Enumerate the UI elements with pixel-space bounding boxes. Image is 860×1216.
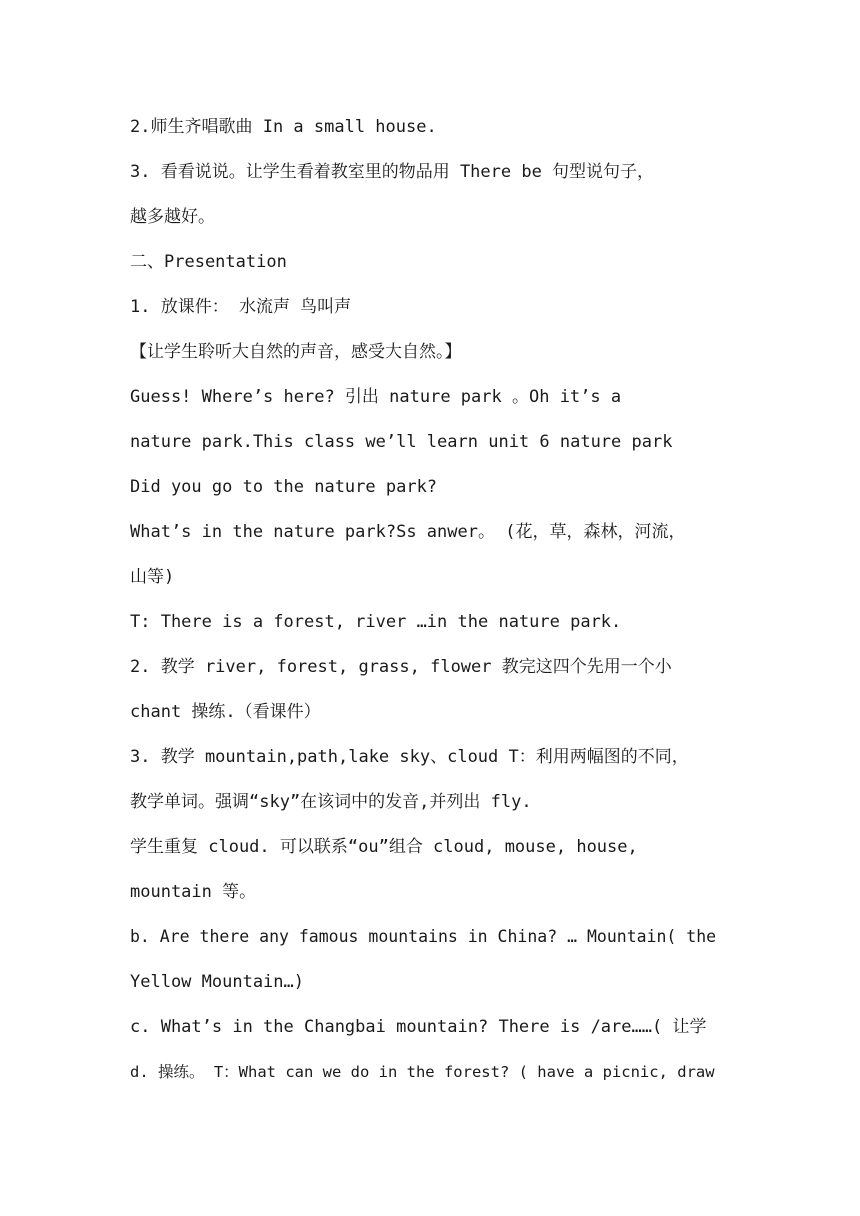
text-line: b. Are there any famous mountains in China? … Mountain( the xyxy=(130,927,717,946)
text-line: 学生重复 cloud. 可以联系“ou”组合 cloud, mouse, house, xyxy=(130,837,638,857)
text-line: Did you go to the nature park? xyxy=(130,477,438,497)
text-line: 3. 看看说说。让学生看着教室里的物品用 There be 句型说句子， xyxy=(130,162,655,182)
text-line: 3. 教学 mountain,path,lake sky、cloud T：利用两幅图的不同， xyxy=(130,747,689,767)
text-line: d. 操练。 T：What can we do in the forest? ( have a picnic, draw xyxy=(130,1063,715,1081)
text-line: nature park.This class we’ll learn unit 6 nature park xyxy=(130,432,673,452)
text-line: 越多越好。 xyxy=(130,207,215,227)
text-line: 教学单词。强调“sky”在该词中的发音,并列出 fly. xyxy=(130,792,532,812)
document-body xyxy=(130,110,730,1100)
text-line: Guess! Where’s here? 引出 nature park 。Oh it’s a xyxy=(130,387,622,407)
text-line: 2.师生齐唱歌曲 In a small house. xyxy=(130,117,437,137)
text-line: mountain 等。 xyxy=(130,882,257,902)
text-line: chant 操练.（看课件） xyxy=(130,702,321,722)
text-line: Yellow Mountain…) xyxy=(130,972,304,992)
text-line: T: There is a forest, river …in the nature park. xyxy=(130,612,622,632)
text-line: c. What’s in the Changbai mountain? There is /are……( 让学 xyxy=(130,1017,707,1037)
text-line: What’s in the nature park?Ss anwer。 (花，草，森林，河流， xyxy=(130,522,686,542)
text-line: 山等) xyxy=(130,567,175,587)
text-line: 2. 教学 river, forest, grass, flower 教完这四个先用一个小 xyxy=(130,657,672,677)
text-line: 1. 放课件： 水流声 鸟叫声 xyxy=(130,297,352,317)
text-line: 【让学生聆听大自然的声音，感受大自然。】 xyxy=(130,342,462,362)
section-heading: 二、Presentation xyxy=(130,252,287,272)
